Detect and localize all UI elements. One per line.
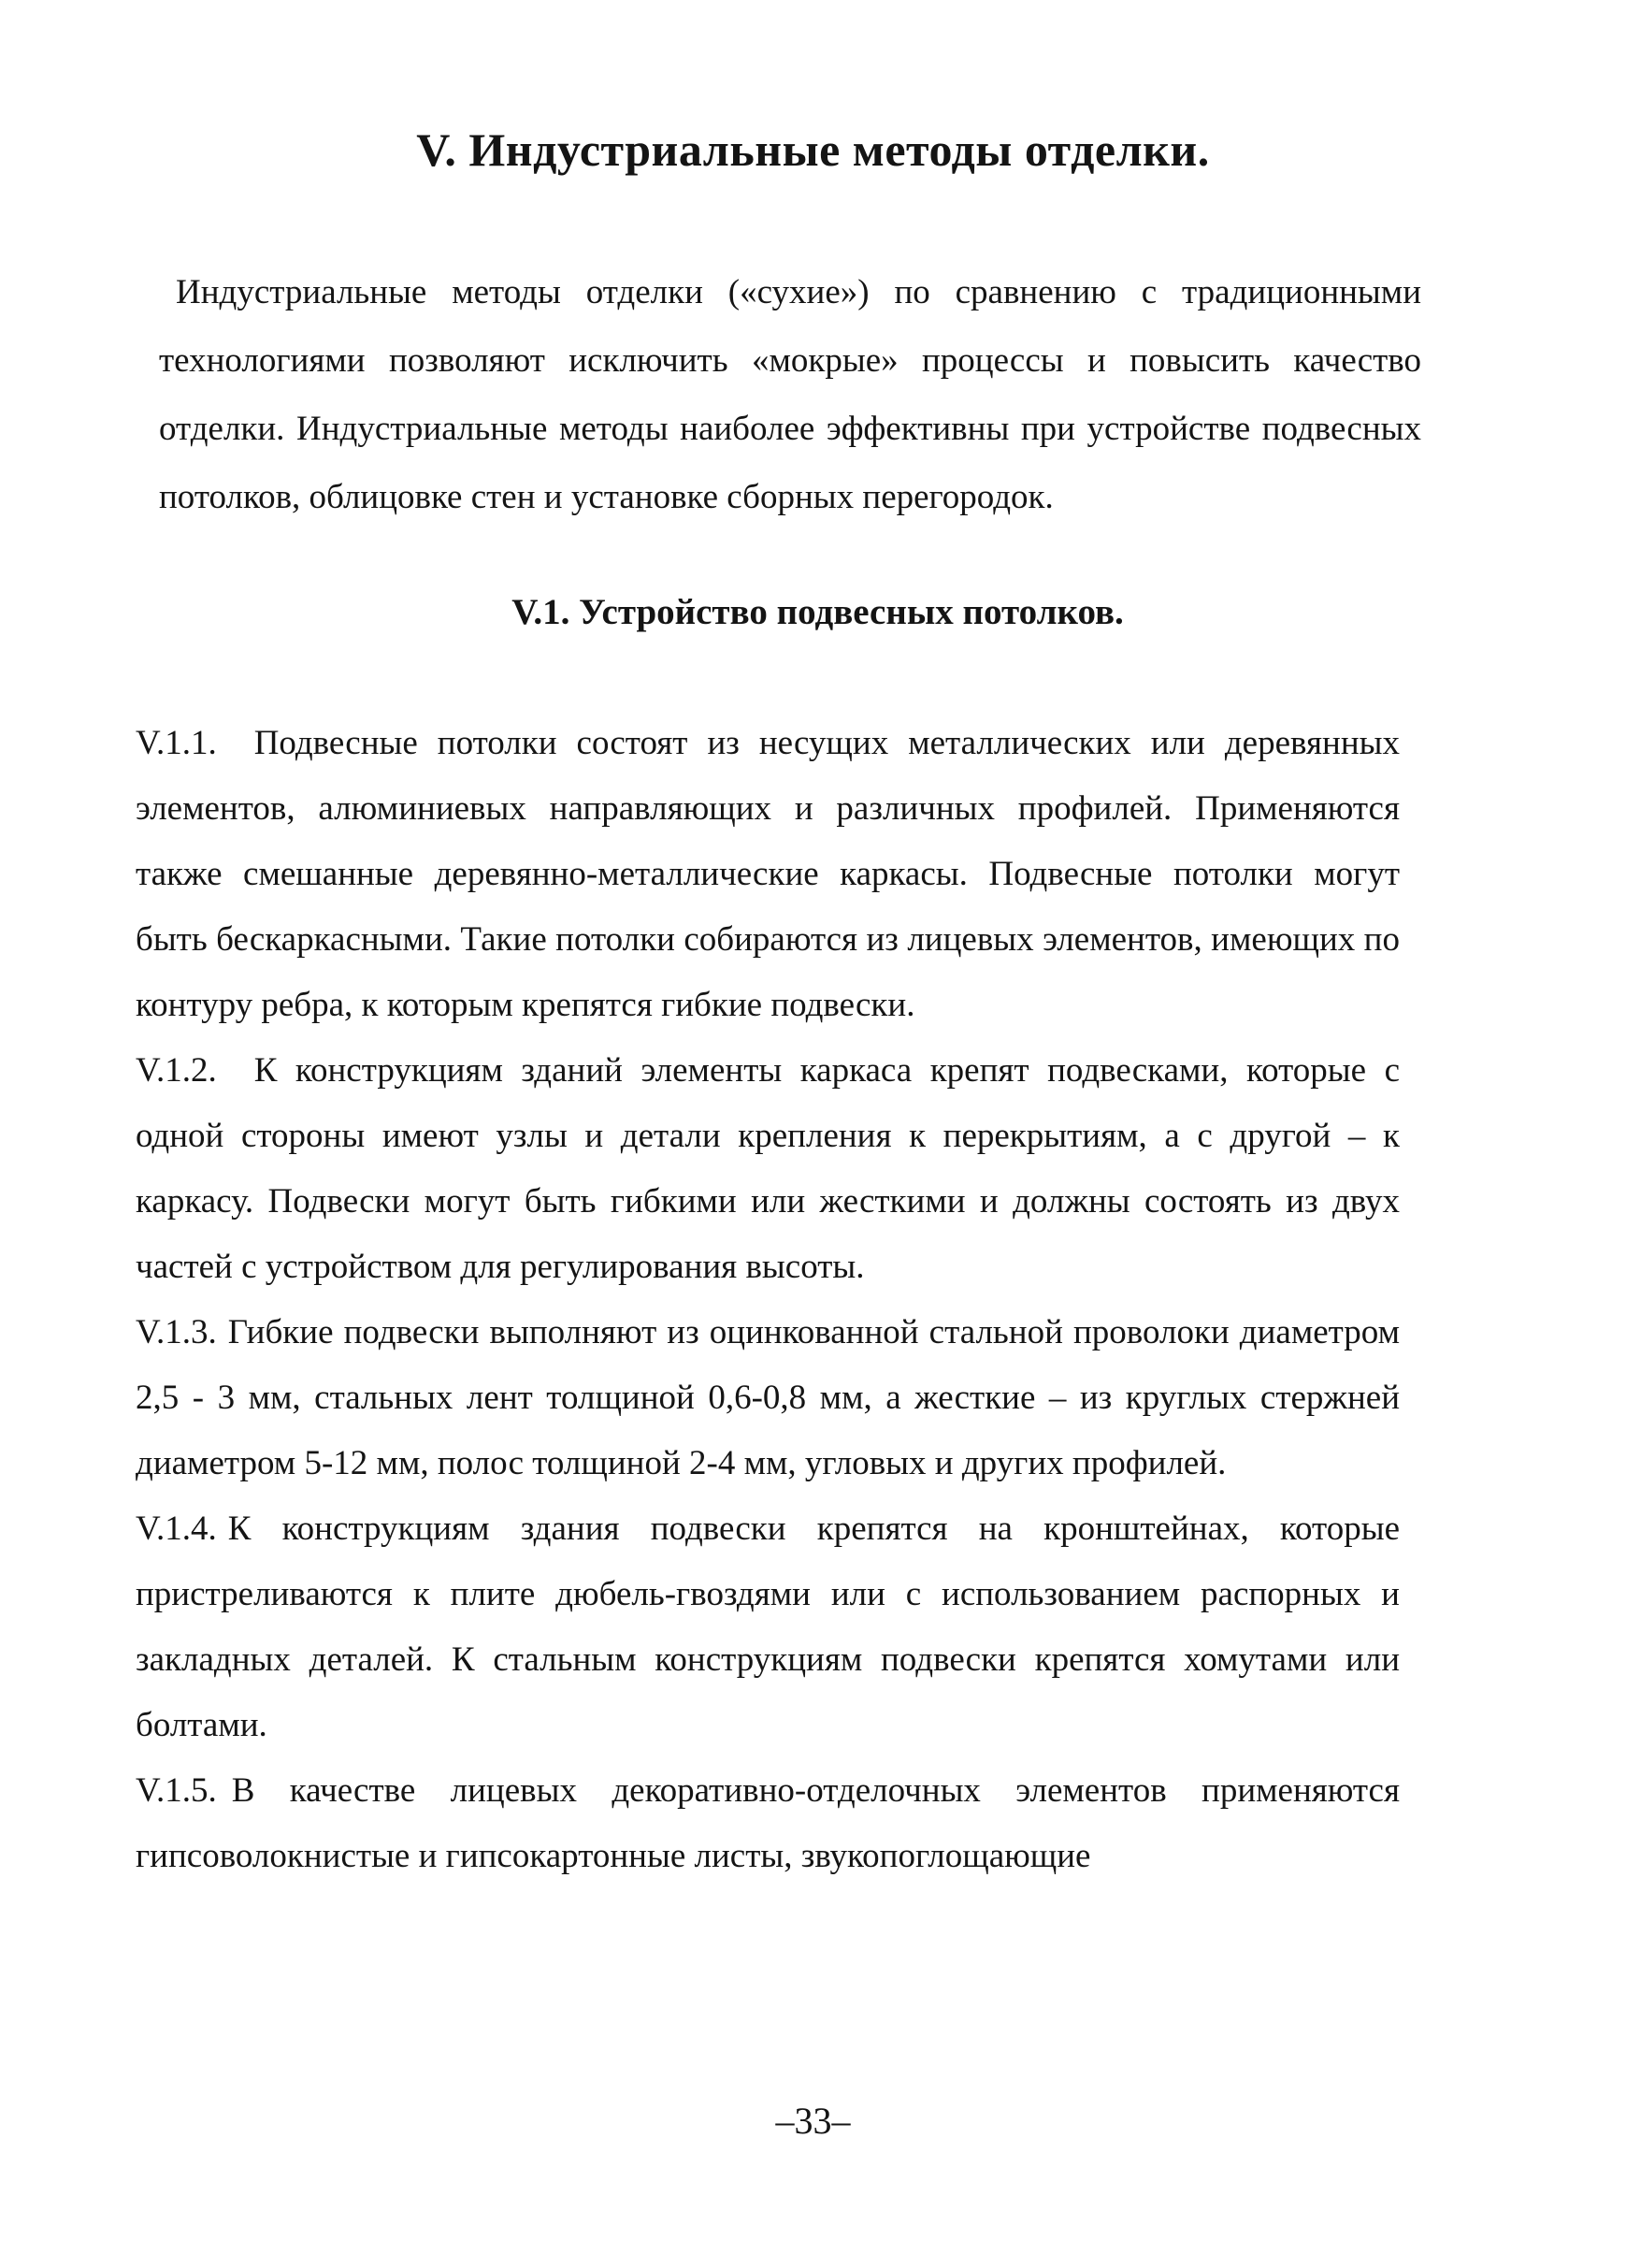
chapter-title: V. Индустриальные методы отделки. <box>416 123 1210 176</box>
paragraph-text: К конструкциям здания подвески крепятся на кронштейнах, которые пристреливаются к плите дюбель-гвоздями или с использованием распорных и закладных деталей. К стальным конструкциям подвески крепятся хомутами или болтами. <box>136 1510 1400 1744</box>
paragraph-text: В качестве лицевых декоративно-отделочных элементов применяются гипсоволокнистые и гипсокартонные листы, звукопоглощающие <box>136 1771 1400 1875</box>
paragraph-v-1-4 <box>136 1496 1400 1758</box>
paragraph-v-1-5 <box>136 1758 1400 1889</box>
paragraph-text: К конструкциям зданий элементы каркаса крепят подвесками, которые с одной стороны имеют узлы и детали крепления к перекрытиям, а с другой – к каркасу. Подвески могут быть гибкими или жесткими и должны состоять из двух частей с устройством для регулирования высоты. <box>136 1051 1400 1286</box>
paragraph-number: V.1.5. <box>136 1771 217 1810</box>
paragraph-text: Гибкие подвески выполняют из оцинкованной стальной проволоки диаметром 2,5 - 3 мм, стальных лент толщиной 0,6-0,8 мм, а жесткие – из круглых стержней диаметром 5-12 мм, полос толщиной 2-4 мм, угловых и других профилей. <box>136 1313 1400 1482</box>
paragraph-number: V.1.1. <box>136 724 217 762</box>
paragraph-number: V.1.3. <box>136 1313 217 1351</box>
paragraph-v-1-3 <box>136 1300 1400 1496</box>
intro-paragraph: Индустриальные методы отделки («сухие») по сравнению с традиционными технологиями позволяют исключить «мокрые» процессы и повысить качество отделки. Индустриальные методы наиболее эффективны при устройстве подвесных потолков, облицовке стен и установке сборных перегородок. <box>159 273 1421 516</box>
page-number: –33– <box>775 2100 851 2142</box>
paragraph-number: V.1.2. <box>136 1051 217 1090</box>
section-body <box>136 711 1400 1889</box>
paragraph-v-1-2 <box>136 1038 1400 1300</box>
paragraph-number: V.1.4. <box>136 1510 217 1548</box>
paragraph-v-1-1 <box>136 711 1400 1038</box>
paragraph-text: Подвесные потолки состоят из несущих металлических или деревянных элементов, алюминиевых направляющих и различных профилей. Применяются также смешанные деревянно-металлические каркасы. Подвесные потолки могут быть бескаркасными. Такие потолки собираются из лицевых элементов, имеющих по контуру ребра, к которым крепятся гибкие подвески. <box>136 724 1400 1024</box>
section-title: V.1. Устройство подвесных потолков. <box>511 592 1124 632</box>
